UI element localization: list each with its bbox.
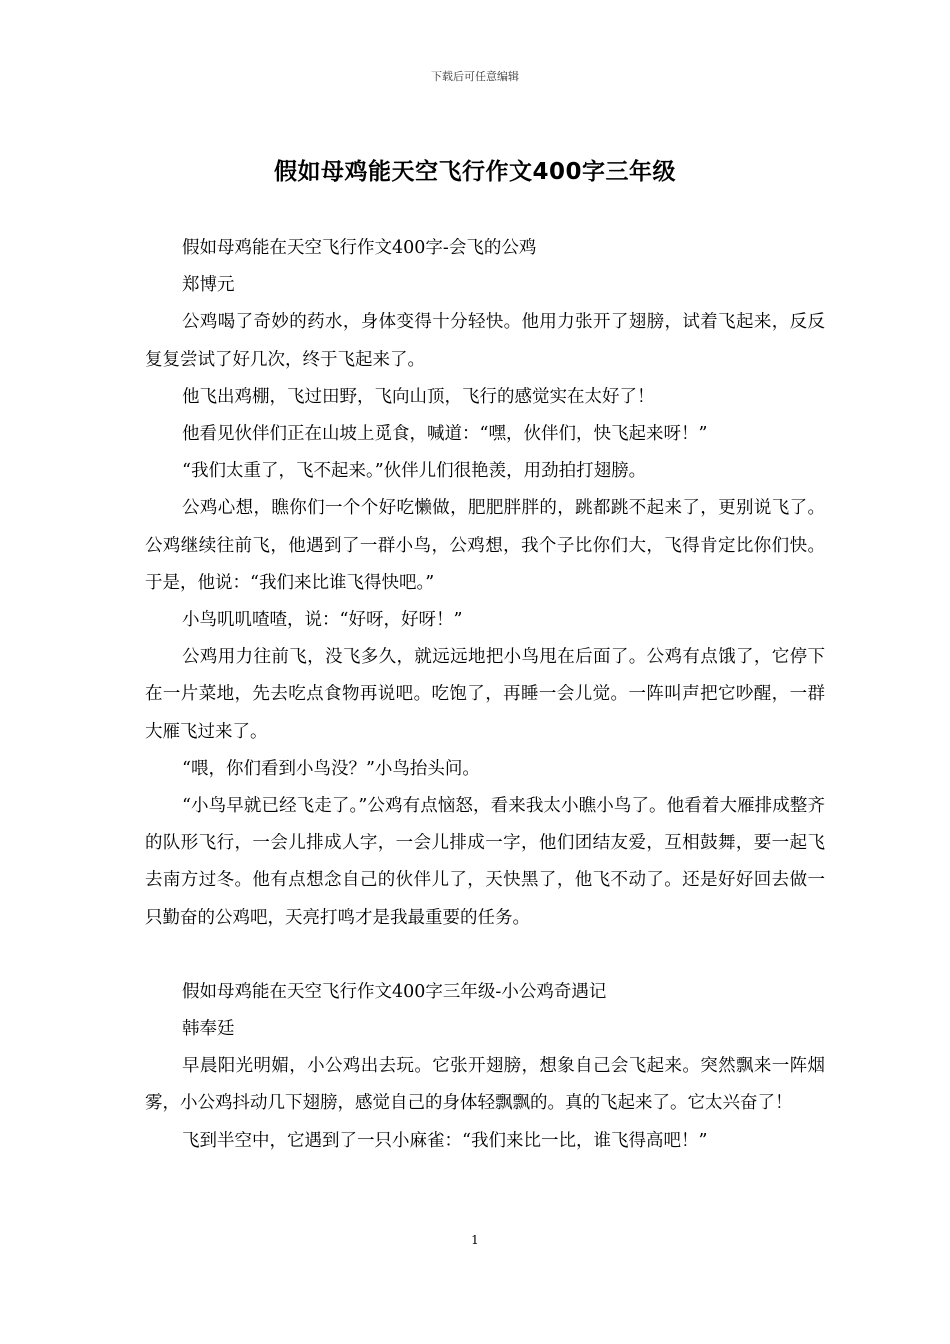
paragraph: 公鸡心想，瞧你们一个个好吃懒做，肥肥胖胖的，跳都跳不起来了，更别说飞了。公鸡继续往前飞，他遇到了一群小鸟，公鸡想，我个子比你们大，飞得肯定比你们快。于是，他说：“我们来比谁飞得快吧。” bbox=[145, 498, 825, 593]
paragraph: 公鸡用力往前飞，没飞多久，就远远地把小鸟甩在后面了。公鸡有点饿了，它停下在一片菜地，先去吃点食物再说吧。吃饱了，再睡一会儿觉。一阵叫声把它吵醒，一群大雁飞过来了。 bbox=[145, 647, 825, 742]
author-name: 郑博元 bbox=[182, 275, 235, 296]
paragraph: “喂，你们看到小鸟没？”小鸟抬头问。 bbox=[182, 758, 480, 779]
document-title: 假如母鸡能天空飞行作文400字三年级 bbox=[273, 159, 676, 185]
paragraph: 早晨阳光明媚，小公鸡出去玩。它张开翅膀，想象自己会飞起来。突然飘来一阵烟雾，小公鸡抖动几下翅膀，感觉自己的身体轻飘飘的。真的飞起来了。它太兴奋了！ bbox=[145, 1056, 825, 1114]
paragraph: 飞到半空中，它遇到了一只小麻雀：“我们来比一比，谁飞得高吧！” bbox=[182, 1130, 708, 1151]
author-name: 韩奉廷 bbox=[182, 1019, 235, 1040]
page-number: 1 bbox=[471, 1233, 479, 1247]
document-body bbox=[145, 230, 825, 1160]
paragraph: 他看见伙伴们正在山坡上觅食，喊道：“嘿，伙伴们，快飞起来呀！” bbox=[182, 424, 708, 445]
paragraph: 小鸟叽叽喳喳，说：“好呀，好呀！” bbox=[182, 610, 463, 631]
paragraph: 他飞出鸡棚，飞过田野，飞向山顶，飞行的感觉实在太好了！ bbox=[182, 386, 655, 407]
section-spacer bbox=[145, 937, 825, 974]
section-heading: 假如母鸡能在天空飞行作文400字三年级-小公鸡奇遇记 bbox=[182, 981, 607, 1002]
paragraph: “我们太重了，飞不起来。”伙伴儿们很艳羡，用劲拍打翅膀。 bbox=[182, 461, 647, 482]
header-note: 下载后可任意编辑 bbox=[431, 70, 519, 83]
section-heading: 假如母鸡能在天空飞行作文400字-会飞的公鸡 bbox=[182, 238, 537, 258]
paragraph: “小鸟早就已经飞走了。”公鸡有点恼怒，看来我太小瞧小鸟了。他看着大雁排成整齐的队形飞行，一会儿排成人字，一会儿排成一字，他们团结友爱，互相鼓舞，要一起飞去南方过冬。他有点想念自己的伙伴儿了，天快黑了，他飞不动了。还是好好回去做一只勤奋的公鸡吧，天亮打鸣才是我最重要的任务。 bbox=[145, 796, 825, 928]
paragraph: 公鸡喝了奇妙的药水，身体变得十分轻快。他用力张开了翅膀，试着飞起来，反反复复尝试了好几次，终于飞起来了。 bbox=[145, 312, 825, 370]
